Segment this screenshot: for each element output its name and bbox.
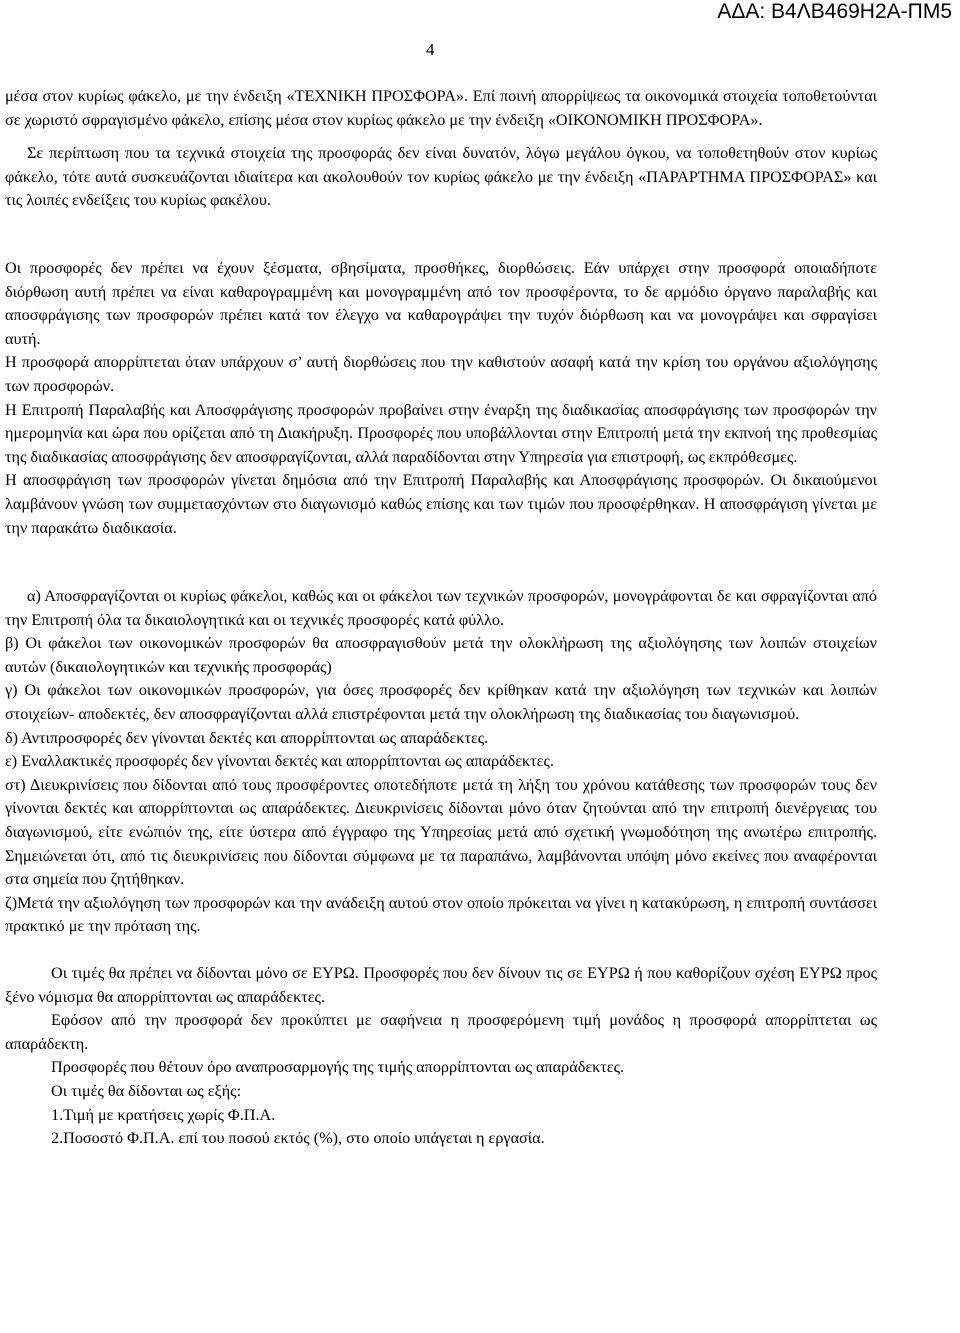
procedure-item-b: β) Οι φάκελοι των οικονομικών προσφορών θα αποσφραγισθούν μετά την ολοκλήρωση της αξιολόγησης των λοιπών στοιχείων αυτών (δικαιολογητικών και τεχνικής προσφοράς) bbox=[5, 634, 877, 676]
paragraph-corrections: Οι προσφορές δεν πρέπει να έχουν ξέσματα, σβησίματα, προσθήκες, διορθώσεις. Εάν υπάρχει στην προσφορά οποιαδήποτε διόρθωση αυτή πρέπει να είναι καθαρογραμμένη και μονογραμμένη από τον προσφέροντα, το δε αρμόδιο όργανο παραλαβής και αποσφράγισης των προσφορών πρέπει κατά τον έλεγχο να καθαρογράψει την τυχόν διόρθωση και να μονογράψει και σφραγίσει αυτή. bbox=[5, 258, 877, 348]
procedure-item-z: ζ)Μετά την αξιολόγηση των προσφορών και την ανάδειξη αυτού στον οποίο πρόκειται να γίνει η κατακύρωση, η επιτροπή συντάσσει πρακτικό με την πρόταση της. bbox=[5, 893, 877, 936]
paragraph-public-opening: Η αποσφράγιση των προσφορών γίνεται δημόσια από την Επιτροπή Παραλαβής και Αποσφράγισης προσφορών. Οι δικαιούμενοι λαμβάνουν γνώση των συμμετασχόντων στο διαγωνισμό καθώς επίσης και των τιμών που προσφέρθηκαν. Η αποσφράγιση γίνεται με την παρακάτω διαδικασία. bbox=[5, 471, 877, 537]
spacer bbox=[5, 213, 877, 257]
prices-adjustment: Προσφορές που θέτουν όρο αναπροσαρμογής της τιμής απορρίπτονται ως απαράδεκτες. bbox=[51, 1058, 625, 1077]
spacer bbox=[5, 939, 877, 962]
procedure-item-c: γ) Οι φάκελοι των οικονομικών προσφορών, για όσες προσφορές δεν κρίθηκαν κατά την αξιολόγηση των τεχνικών και λοιπών στοιχείων- αποδεκτές, δεν αποσφραγίζονται αλλά επιστρέφονται μετά την ολοκλήρωση της διαδικασίας του διαγωνισμού. bbox=[5, 681, 877, 724]
spacer bbox=[5, 132, 877, 142]
ada-code: ΑΔΑ: Β4ΛΒ469Η2Α-ΠΜ5 bbox=[717, 0, 952, 23]
procedure-item-st: στ) Διευκρινίσεις που δίδονται από τους προσφέροντες οποτεδήποτε μετά τη λήξη του χρόνου κατάθεσης των προσφορών τους δεν γίνονται δεκτές και απορρίπτονται ως απαράδεκτες. Διευκρινίσεις δίδονται μόνο όταν ζητούνται από την επιτροπή διενέργειας του διαγωνισμού, είτε ενώπιόν της, είτε ύστερα από έγγραφο της Υπηρεσίας μετά από σχετική γνωμοδότηση της ανωτέρω επιτροπής. Σημειώνεται ότι, από τις διευκρινίσεις που δίδονται σύμφωνα με τα παραπάνω, λαμβάνονται υπόψη μόνο εκείνες που αναφέρονται στα σημεία που ζητήθηκαν. bbox=[5, 775, 877, 889]
prices-format-intro: Οι τιμές θα δίδονται ως εξής: bbox=[51, 1081, 242, 1100]
procedure-item-a: α) Αποσφραγίζονται οι κυρίως φάκελοι, καθώς και οι φάκελοι των τεχνικών προσφορών, μονογράφονται δε και σφραγίζονται από την Επιτροπή όλα τα δικαιολογητικά και οι τεχνικές προσφορές κατά φύλλο. bbox=[5, 587, 877, 629]
paragraph-envelopes: μέσα στον κυρίως φάκελο, με την ένδειξη «ΤΕΧΝΙΚΗ ΠΡΟΣΦΟΡΑ». Επί ποινή απορρίψεως τα οικονομικά στοιχεία τοποθετούνται σε χωριστό σφραγισμένο φάκελο, επίσης μέσα στον κυρίως φάκελο με την ένδειξη «ΟΙΚΟΝΟΜΙΚΗ ΠΡΟΣΦΟΡΑ». bbox=[5, 87, 877, 129]
page-number: 4 bbox=[426, 40, 435, 59]
prices-list-item: 2.Ποσοστό Φ.Π.Α. επί του ποσού εκτός (%), στο οποίο υπάγεται η εργασία. bbox=[51, 1129, 545, 1148]
paragraph-annex: Σε περίπτωση που τα τεχνικά στοιχεία της προσφοράς δεν είναι δυνατόν, λόγω μεγάλου όγκου, να τοποθετηθούν στον κυρίως φάκελο, τότε αυτά συσκευάζονται ιδιαίτερα και ακολουθούν τον κυρίως φάκελο με την ένδειξη «ΠΑΡΑΡΤΗΜΑ ΠΡΟΣΦΟΡΑΣ» και τις λοιπές ενδείξεις του κυρίως φακέλου. bbox=[5, 144, 877, 210]
spacer bbox=[5, 540, 877, 585]
paragraph-rejection: Η προσφορά απορρίπτεται όταν υπάρχουν σ’ αυτή διορθώσεις που την καθιστούν ασαφή κατά την κρίση του οργάνου αξιολόγησης των προσφορών. bbox=[5, 353, 877, 395]
prices-unit-price: Εφόσον από την προσφορά δεν προκύπτει με σαφήνεια η προσφερόμενη τιμή μονάδος η προσφορά απορρίπτεται ως απαράδεκτη. bbox=[5, 1011, 877, 1053]
document-body bbox=[5, 85, 877, 1151]
prices-currency: Οι τιμές θα πρέπει να δίδονται μόνο σε ΕΥΡΩ. Προσφορές που δεν δίνουν τις σε ΕΥΡΩ ή που καθορίζουν σχέση ΕΥΡΩ προς ξένο νόμισμα θα απορρίπτονται ως απαράδεκτες. bbox=[5, 964, 877, 1006]
procedure-item-e: ε) Εναλλακτικές προσφορές δεν γίνονται δεκτές και απορρίπτονται ως απαράδεκτες. bbox=[5, 752, 554, 771]
paragraph-committee: Η Επιτροπή Παραλαβής και Αποσφράγισης προσφορών προβαίνει στην έναρξη της διαδικασίας αποσφράγισης των προσφορών την ημερομηνία και ώρα που ορίζεται από τη Διακήρυξη. Προσφορές που υποβάλλονται στην Επιτροπή μετά την εκπνοή της προθεσμίας της διαδικασίας αποσφράγισης δεν αποσφραγίζονται, αλλά παραδίδονται στην Υπηρεσία για επιστροφή, ως εκπρόθεσμες. bbox=[5, 400, 877, 466]
prices-list-item: 1.Τιμή με κρατήσεις χωρίς Φ.Π.Α. bbox=[51, 1105, 276, 1124]
procedure-item-d: δ) Αντιπροσφορές δεν γίνονται δεκτές και απορρίπτονται ως απαράδεκτες. bbox=[5, 728, 489, 747]
